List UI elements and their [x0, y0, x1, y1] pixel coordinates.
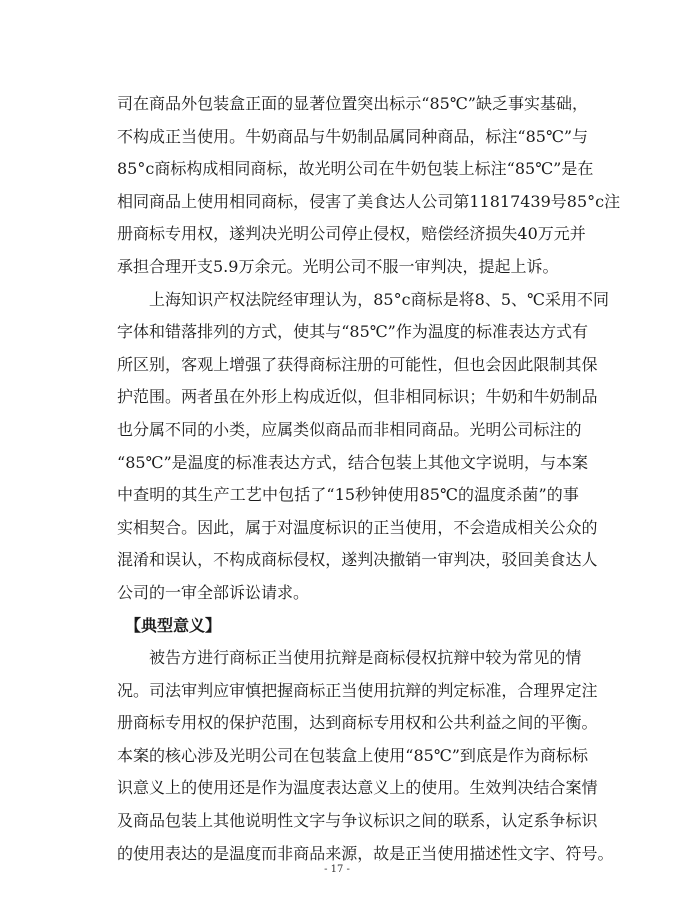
text-line: 被 告 方 进 行 商 标 正 当 使 用 抗 辩 是 商 标 侵 权 抗 辩 中 较 为 常 见 的 情	[149, 648, 582, 668]
text-line: 识 意 义 上 的 使 用 还 是 作 为 温 度 表 达 意 义 上 的 使 用 。 生 效 判 决 结 合 案 情	[117, 778, 598, 798]
text-line: 所 区 别 ， 客 观 上 增 强 了 获 得 商 标 注 册 的 可 能 性 ， 但 也 会 因 此 限 制 其 保	[117, 354, 598, 374]
text-line: 册 商 标 专 用 权 的 保 护 范 围 ， 达 到 商 标 专 用 权 和 公 共 利 益 之 间 的 平 衡 。	[117, 713, 598, 733]
text-line: 况 。 司 法 审 判 应 审 慎 把 握 商 标 正 当 使 用 抗 辩 的 判 定 标 准 ， 合 理 界 定 注	[117, 680, 598, 700]
text-line: 司 在 商 品 外 包 装 盒 正 面 的 显 著 位 置 突 出 标 示 “ 85℃ ” 缺 乏 事 实 基 础 ，	[117, 94, 589, 113]
text-line: 相 同 商 品 上 使 用 相 同 商 标 ， 侵 害 了 美 食 达 人 公 司 第 11817439 号 85°c 注	[117, 191, 621, 211]
section-heading: 【典型意义】	[125, 615, 222, 635]
text-line: 字 体 和 错 落 排 列 的 方 式 ， 使 其 与 “ 85℃ ” 作 为 温 度 的 标 准 表 达 方 式 有	[117, 322, 589, 342]
page-number: - 17 -	[324, 864, 350, 875]
text-line: 本 案 的 核 心 涉 及 光 明 公 司 在 包 装 盒 上 使 用 “ 85℃ ” 到 底 是 作 为 商 标 标	[117, 745, 589, 765]
text-line: 承担合理开支5.9万余元。光明公司不服一审判决，提起上诉。	[117, 256, 559, 276]
body-text	[117, 88, 621, 870]
text-line: 护 范 围 。 两 者 虽 在 外 形 上 构 成 近 似 ， 但 非 相 同 标 识 ； 牛 奶 和 牛 奶 制 品	[117, 387, 598, 407]
text-line: 及 商 品 包 装 上 其 他 说 明 性 文 字 与 争 议 标 识 之 间 的 联 系 ， 认 定 系 争 标 识	[117, 811, 598, 831]
text-line: “ 85℃ ” 是 温 度 的 标 准 表 达 方 式 ， 结 合 包 装 上 其 他 文 字 说 明 ， 与 本 案	[117, 452, 589, 472]
text-line: 公司的一审全部诉讼请求。	[117, 582, 310, 602]
text-line: 上 海 知 识 产 权 法 院 经 审 理 认 为 ， 85°c 商 标 是 将 8 、 5 、 ℃ 采 用 不 同	[149, 289, 609, 309]
text-line: 也 分 属 不 同 的 小 类 ， 应 属 类 似 商 品 而 非 相 同 商 品 。 光 明 公 司 标 注 的	[117, 419, 582, 439]
text-line: 中 查 明 的 其 生 产 工 艺 中 包 括 了 “ 15 秒 钟 使 用 85℃ 的 温 度 杀 菌 ” 的 事	[117, 485, 579, 505]
text-line: 85°c 商 标 构 成 相 同 商 标 ， 故 光 明 公 司 在 牛 奶 包 装 上 标 注 “ 85℃ ” 是 在	[117, 159, 594, 179]
paragraph-block-significance	[117, 642, 614, 870]
paragraph-block-judgment	[117, 88, 621, 610]
text-line: 不 构 成 正 当 使 用 。 牛 奶 商 品 与 牛 奶 制 品 属 同 种 商 品 ， 标 注 “ 85℃ ” 与	[117, 126, 589, 146]
text-line: 的 使 用 表 达 的 是 温 度 而 非 商 品 来 源 ， 故 是 正 当 使 用 描 述 性 文 字 、 符 号 。	[117, 843, 614, 863]
text-line: 册 商 标 专 用 权 ， 遂 判 决 光 明 公 司 停 止 侵 权 ， 赔 偿 经 济 损 失 40 万 元 并	[117, 224, 586, 244]
text-line: 实 相 契 合 。 因 此 ， 属 于 对 温 度 标 识 的 正 当 使 用 ， 不 会 造 成 相 关 公 众 的	[117, 517, 598, 537]
text-line: 混 淆 和 误 认 ， 不 构 成 商 标 侵 权 ， 遂 判 决 撤 销 一 审 判 决 ， 驳 回 美 食 达 人	[117, 550, 598, 570]
